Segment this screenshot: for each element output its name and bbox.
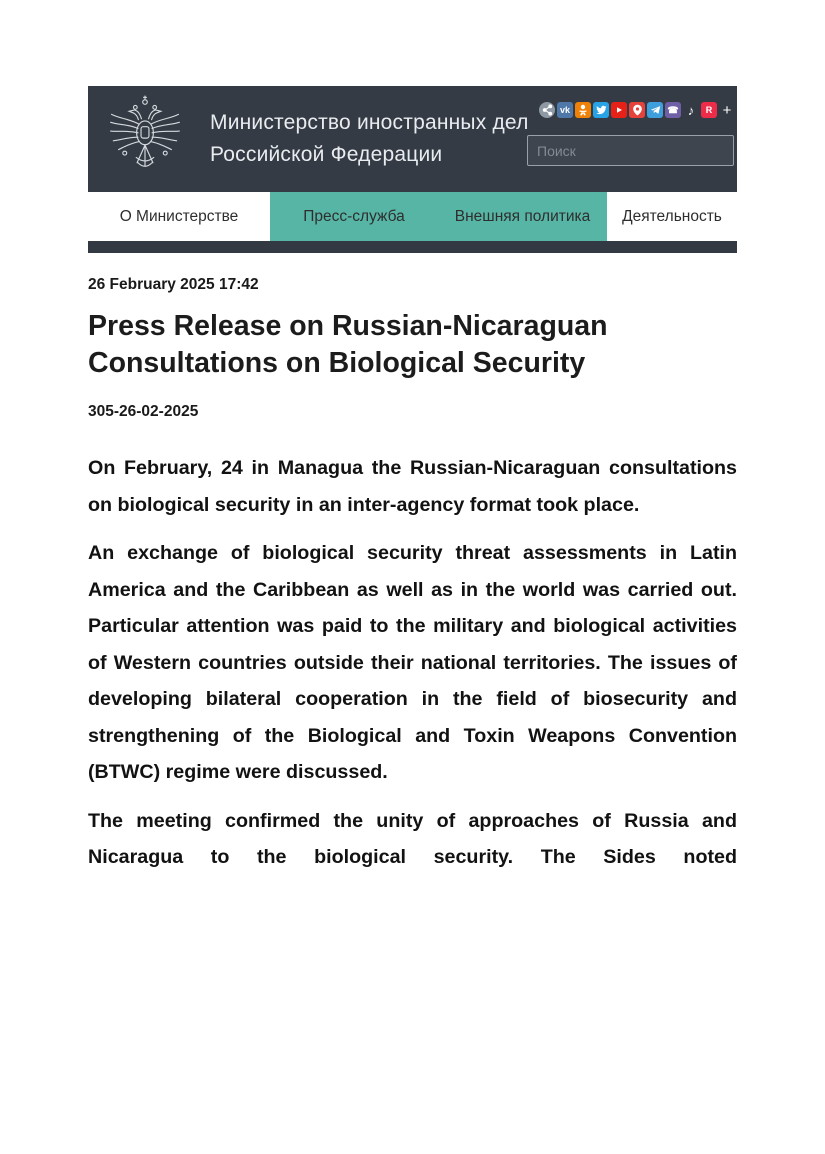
publication-datetime: 26 February 2025 17:42 bbox=[88, 276, 259, 293]
site-header bbox=[88, 86, 737, 192]
tiktok-icon[interactable]: ♪ bbox=[687, 102, 695, 118]
periscope-icon[interactable] bbox=[629, 102, 645, 118]
article-body bbox=[88, 450, 737, 876]
header-right bbox=[527, 102, 737, 166]
telegram-icon[interactable] bbox=[647, 102, 663, 118]
paragraph-2: An exchange of biological security threat assessments in Latin America and the Caribbean as well as in the world was carried out. Particular attention was paid to the military and biological activities of Western countries outside their national territories. The issues of developing bilateral cooperation in the field of biosecurity and strengthening of the Biological and Toxin Weapons Convention (BTWC) regime were discussed. bbox=[88, 542, 737, 783]
more-social-icon[interactable]: + bbox=[722, 102, 732, 118]
rutube-icon[interactable]: R bbox=[701, 102, 717, 118]
search-input[interactable] bbox=[527, 135, 734, 166]
document-number: 305-26-02-2025 bbox=[88, 403, 199, 420]
nav-item-about-ministry[interactable]: О Министерстве bbox=[119, 207, 239, 225]
mfa-logo-link[interactable] bbox=[100, 93, 190, 185]
paragraph-3: The meeting confirmed the unity of approaches of Russia and Nicaragua to the biological security. The Sides noted bbox=[88, 809, 737, 868]
main-nav bbox=[88, 192, 737, 241]
ministry-name bbox=[210, 107, 529, 171]
paragraph-1: On February, 24 in Managua the Russian-Nicaraguan consultations on biological security in an inter-agency format took place. bbox=[88, 457, 737, 516]
share-icon[interactable] bbox=[539, 102, 555, 118]
page-container bbox=[88, 86, 737, 876]
social-links bbox=[527, 102, 737, 118]
article-title: Press Release on Russian-Nicaraguan Consultations on Biological Security bbox=[88, 310, 608, 379]
coat-of-arms-icon bbox=[101, 94, 189, 184]
odnoklassniki-icon[interactable] bbox=[575, 102, 591, 118]
press-release-article bbox=[88, 253, 737, 876]
nav-item-press-service[interactable]: Пресс-служба bbox=[270, 192, 438, 241]
nav-item-activities[interactable]: Деятельность bbox=[622, 207, 722, 225]
youtube-icon[interactable] bbox=[611, 102, 627, 118]
ministry-name-line1: Министерство иностранных дел bbox=[210, 111, 529, 134]
nav-item-foreign-policy[interactable]: Внешняя политика bbox=[438, 192, 607, 241]
ministry-name-line2: Российской Федерации bbox=[210, 143, 443, 166]
vk-icon[interactable]: vk bbox=[557, 102, 573, 118]
nav-bottom-bar bbox=[88, 241, 737, 253]
viber-icon[interactable]: ☎ bbox=[665, 102, 681, 118]
twitter-icon[interactable] bbox=[593, 102, 609, 118]
